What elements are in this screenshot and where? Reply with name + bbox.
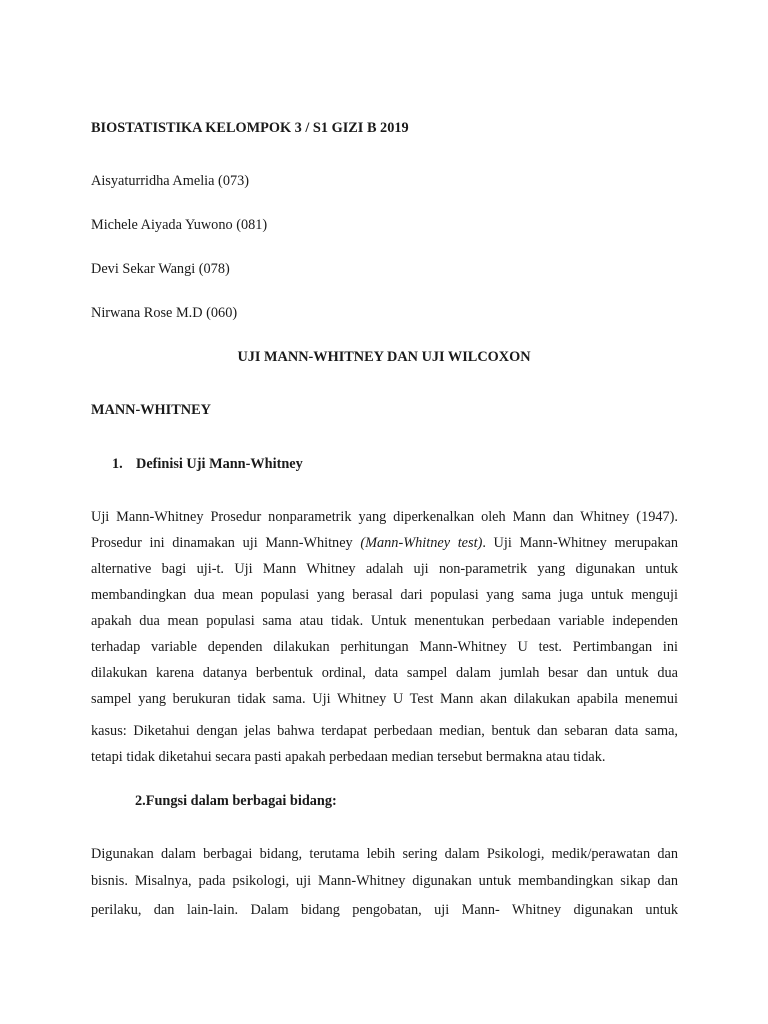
member-2: Michele Aiyada Yuwono (081) (91, 217, 268, 233)
paragraph-1-line: apakah dua mean populasi sama atau tidak. Untuk menentukan perbedaan variable independen (91, 613, 678, 629)
italic-term: (Mann-Whitney test) (360, 535, 483, 551)
paragraph-1-line: tetapi tidak diketahui secara pasti apakah perbedaan median tersebut bermakna atau tidak. (91, 749, 606, 765)
paragraph-1-line: Uji Mann-Whitney Prosedur nonparametrik yang diperkenalkan oleh Mann dan Whitney (1947). (91, 509, 678, 525)
subsection-1-heading (112, 456, 303, 473)
subsection-1-number: 1. (112, 456, 123, 472)
member-3: Devi Sekar Wangi (078) (91, 261, 230, 277)
paragraph-1-line (91, 535, 678, 552)
subsection-1-title: Definisi Uji Mann-Whitney (136, 456, 303, 472)
paragraph-2-line: Digunakan dalam berbagai bidang, terutama lebih sering dalam Psikologi, medik/perawatan dan (91, 846, 678, 862)
text-run: Prosedur ini dinamakan uji Mann-Whitney (91, 535, 361, 551)
paragraph-1-line: sampel yang berukuran tidak sama. Uji Whitney U Test Mann akan dilakukan apabila menemui (91, 691, 678, 707)
main-title: UJI MANN-WHITNEY DAN UJI WILCOXON (237, 349, 531, 365)
paragraph-1-line: alternative bagi uji-t. Uji Mann Whitney adalah uji non-parametrik yang digunakan untuk (91, 561, 678, 577)
text-run: . Uji Mann-Whitney merupakan (482, 535, 678, 551)
paragraph-1-line: dilakukan karena datanya berbentuk ordinal, data sampel dalam jumlah besar dan untuk dua (91, 665, 678, 681)
member-4: Nirwana Rose M.D (060) (91, 305, 238, 321)
member-1: Aisyaturridha Amelia (073) (91, 173, 250, 189)
document-title: BIOSTATISTIKA KELOMPOK 3 / S1 GIZI B 2019 (91, 120, 409, 136)
paragraph-2-line: bisnis. Misalnya, pada psikologi, uji Mann-Whitney digunakan untuk membandingkan sikap dan (91, 873, 678, 889)
section-heading: MANN-WHITNEY (91, 402, 211, 418)
paragraph-2-line: perilaku, dan lain-lain. Dalam bidang pengobatan, uji Mann- Whitney digunakan untuk (91, 902, 678, 918)
paragraph-1-line: terhadap variable dependen dilakukan perhitungan Mann-Whitney U test. Pertimbangan ini (91, 639, 678, 655)
subsection-2-heading: 2.Fungsi dalam berbagai bidang: (135, 793, 337, 809)
paragraph-1-line: kasus: Diketahui dengan jelas bahwa terdapat perbedaan median, bentuk dan sebaran data sama, (91, 723, 678, 739)
paragraph-1-line: membandingkan dua mean populasi yang berasal dari populasi yang sama juga untuk menguji (91, 587, 678, 603)
